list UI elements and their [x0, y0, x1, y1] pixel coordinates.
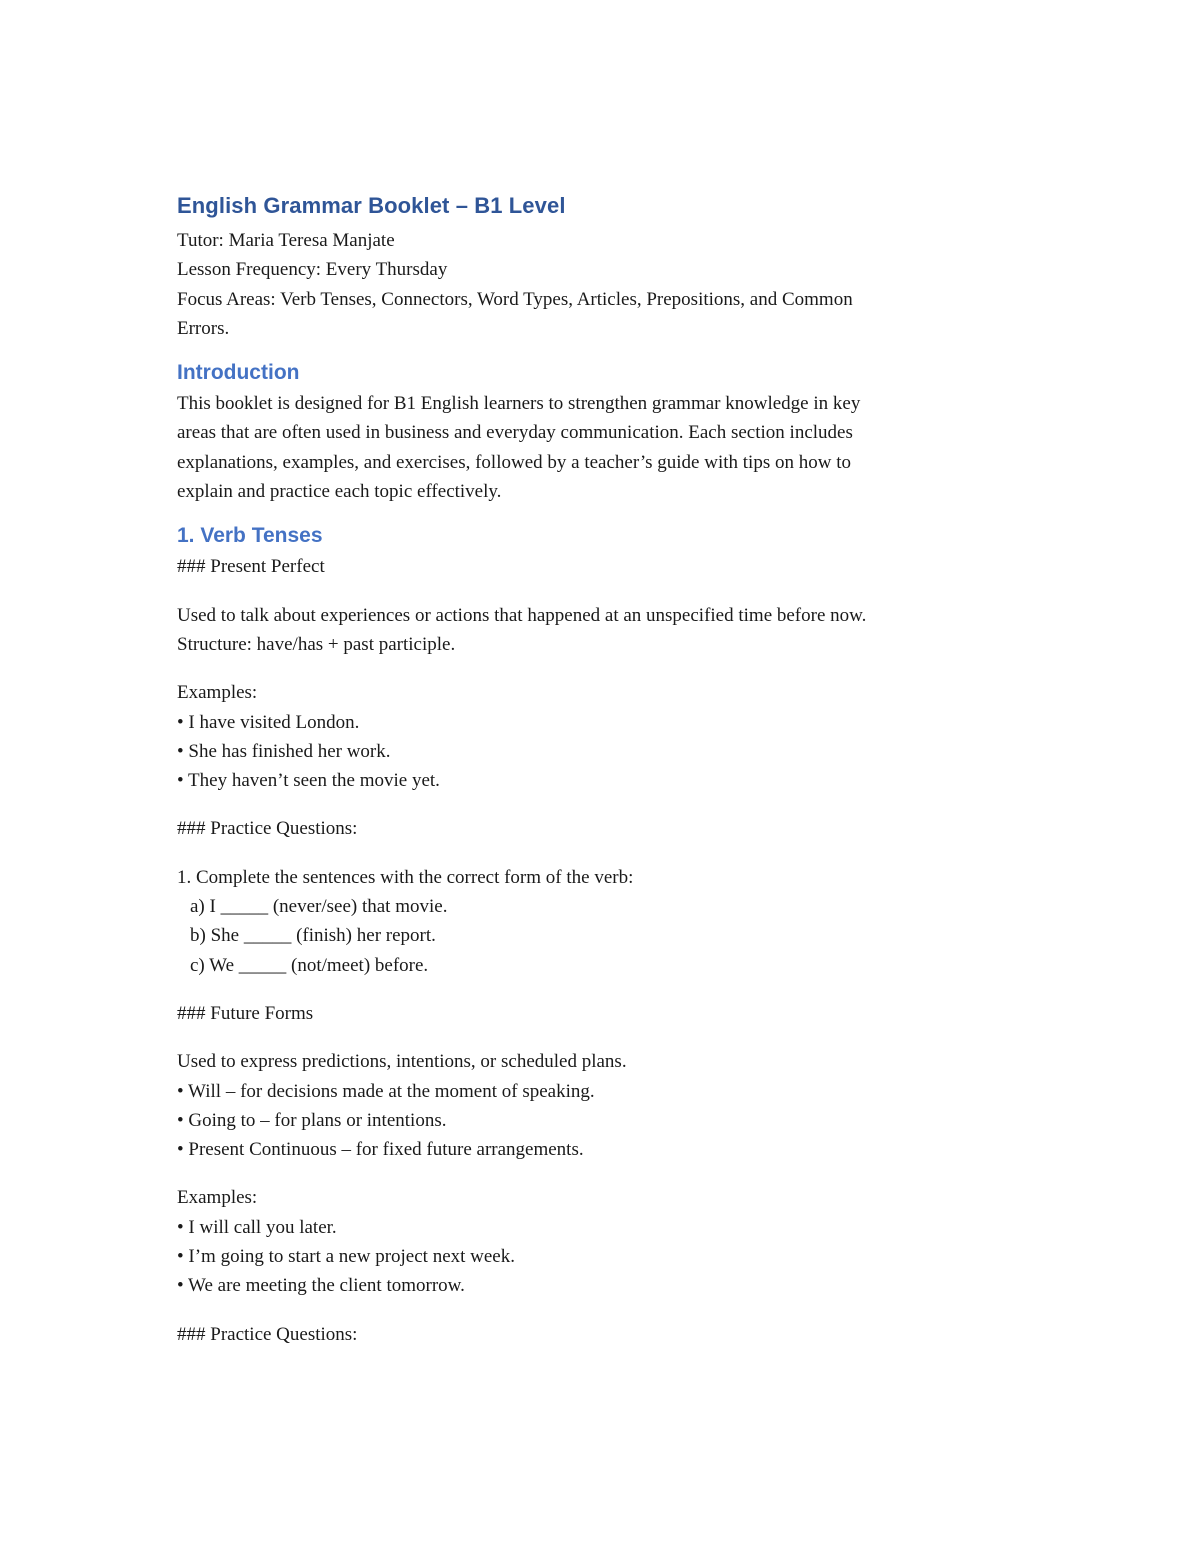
document-page: [177, 186, 1037, 1349]
example-item: • I have visited London.: [177, 711, 360, 733]
intro-line: explanations, examples, and exercises, followed by a teacher’s guide with tips on how to: [177, 451, 851, 473]
tutor-line: Tutor: Maria Teresa Manjate: [177, 230, 395, 251]
example-item: • They haven’t seen the movie yet.: [177, 770, 440, 792]
practice-question: 1. Complete the sentences with the correct form of the verb:: [177, 866, 634, 888]
example-item: • I’m going to start a new project next week.: [177, 1246, 515, 1268]
example-item: • She has finished her work.: [177, 740, 391, 762]
document-title: English Grammar Booklet – B1 Level: [177, 193, 566, 218]
future-forms-subheading: ### Future Forms: [177, 1002, 314, 1024]
practice-item: b) She _____ (finish) her report.: [190, 925, 436, 947]
examples-label: Examples:: [177, 682, 258, 704]
verb-tenses-heading: 1. Verb Tenses: [177, 524, 323, 548]
introduction-heading: Introduction: [177, 361, 300, 385]
present-perfect-structure: Structure: have/has + past participle.: [177, 633, 456, 655]
practice-item: c) We _____ (not/meet) before.: [190, 954, 429, 976]
focus-line-2: Errors.: [177, 317, 230, 339]
examples-label: Examples:: [177, 1187, 258, 1209]
future-use-item: • Going to – for plans or intentions.: [177, 1109, 447, 1131]
introduction-paragraph: [177, 389, 1037, 506]
intro-line: explain and practice each topic effectively.: [177, 481, 502, 503]
practice-item: a) I _____ (never/see) that movie.: [190, 896, 448, 918]
example-item: • We are meeting the client tomorrow.: [177, 1275, 465, 1297]
future-use-item: • Will – for decisions made at the moment of speaking.: [177, 1080, 595, 1102]
practice-label: ### Practice Questions:: [177, 818, 358, 840]
present-perfect-desc: Used to talk about experiences or actions that happened at an unspecified time before now.: [177, 604, 867, 626]
intro-line: areas that are often used in business and everyday communication. Each section includes: [177, 422, 853, 444]
frequency-line: Lesson Frequency: Every Thursday: [177, 259, 448, 281]
future-forms-desc: Used to express predictions, intentions, or scheduled plans.: [177, 1051, 627, 1073]
example-item: • I will call you later.: [177, 1216, 337, 1238]
focus-line-1: Focus Areas: Verb Tenses, Connectors, Word Types, Articles, Prepositions, and Common: [177, 288, 853, 310]
intro-line: This booklet is designed for B1 English learners to strengthen grammar knowledge in key: [177, 393, 861, 415]
present-perfect-subheading: ### Present Perfect: [177, 556, 325, 578]
practice-label: ### Practice Questions:: [177, 1323, 358, 1345]
future-use-item: • Present Continuous – for fixed future arrangements.: [177, 1139, 584, 1161]
